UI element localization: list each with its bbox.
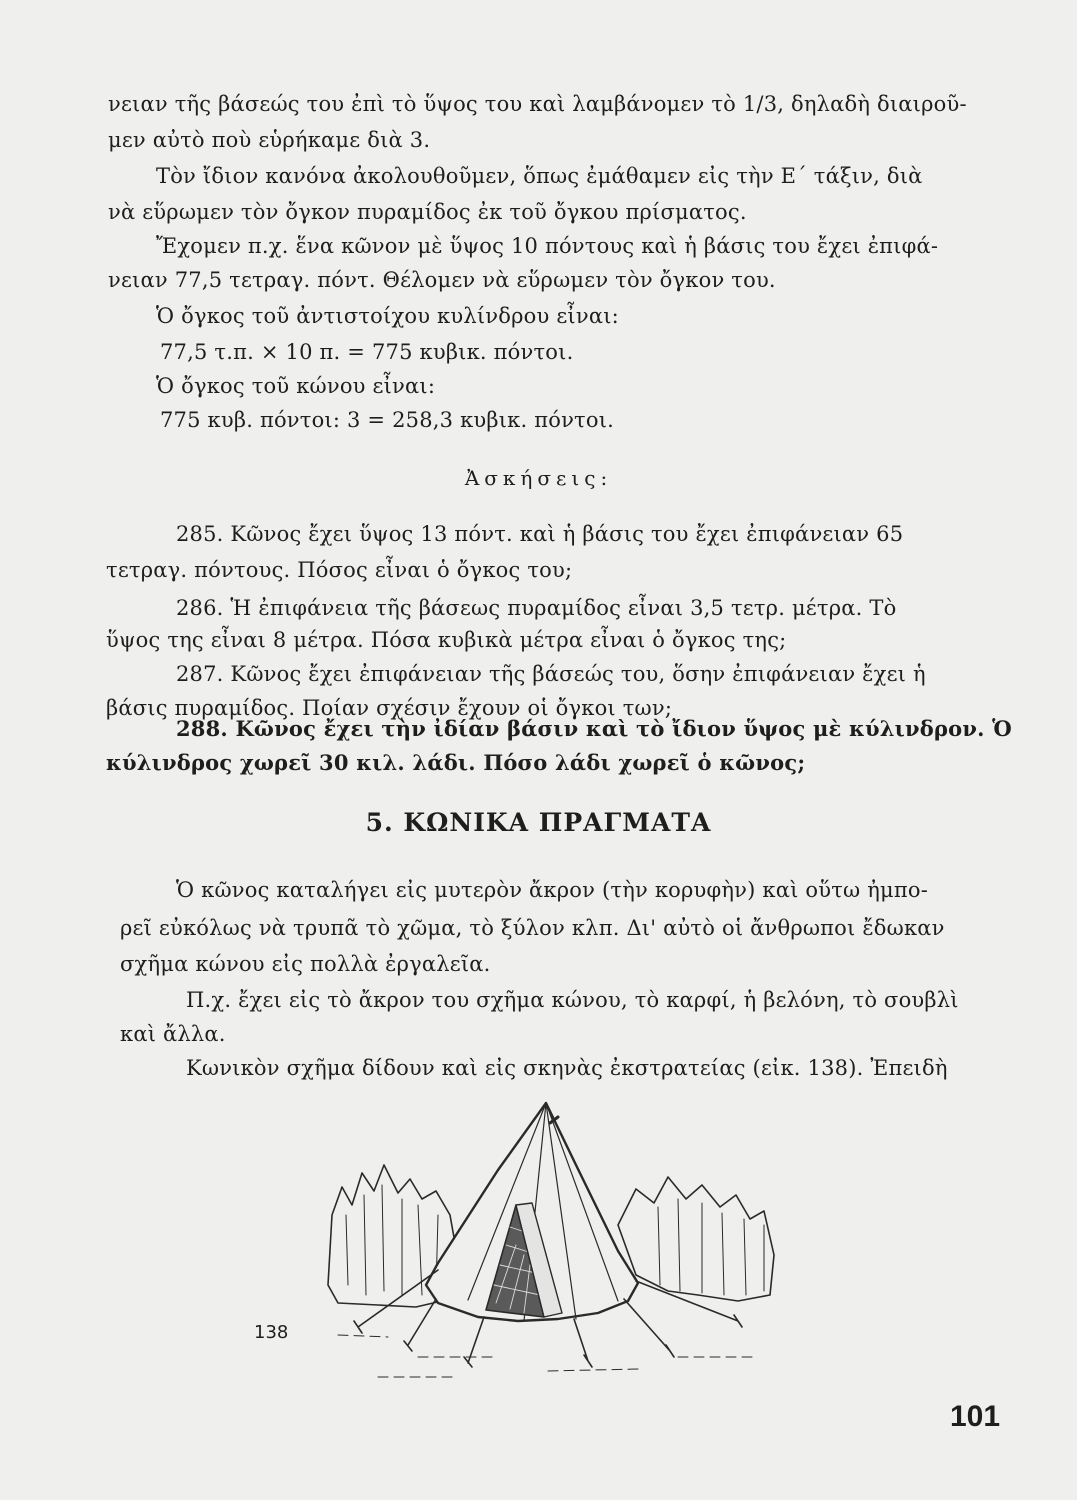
- text-line: καὶ ἄλλα.: [120, 1022, 226, 1046]
- formula-line: 775 κυβ. πόντοι: 3 = 258,3 κυβικ. πόντοι.: [160, 408, 615, 432]
- text-line: ρεῖ εὐκόλως νὰ τρυπᾶ τὸ χῶμα, τὸ ξύλον κλπ. Δι' αὐτὸ οἱ ἄνθρωποι ἔδωκαν: [120, 916, 945, 940]
- text-line: σχῆμα κώνου εἰς πολλὰ ἐργαλεῖα.: [120, 952, 491, 976]
- exercise-line: ὕψος της εἶναι 8 μέτρα. Πόσα κυβικὰ μέτρα εἶναι ὁ ὄγκος της;: [106, 628, 787, 652]
- page-number: 101: [950, 1400, 1001, 1433]
- text-line: Κωνικὸν σχῆμα δίδουν καὶ εἰς σκηνὰς ἐκστρατείας (εἰκ. 138). Ἐπειδὴ: [186, 1056, 948, 1080]
- text-line: μεν αὐτὸ ποὺ εὑρήκαμε διὰ 3.: [108, 128, 431, 152]
- text-line: Ἔχομεν π.χ. ἕνα κῶνον μὲ ὕψος 10 πόντους καὶ ἡ βάσις του ἔχει ἐπιφά-: [156, 234, 939, 258]
- exercise-286: 286. Ἡ ἐπιφάνεια τῆς βάσεως πυραμίδος εἶναι 3,5 τετρ. μέτρα. Τὸ: [176, 596, 897, 620]
- text-line: νειαν 77,5 τετραγ. πόντ. Θέλομεν νὰ εὕρωμεν τὸν ὄγκον του.: [108, 268, 776, 292]
- text-line: Ὁ ὄγκος τοῦ ἀντιστοίχου κυλίνδρου εἶναι:: [156, 304, 619, 328]
- figure-number: 138: [254, 1322, 289, 1343]
- exercise-285: 285. Κῶνος ἔχει ὕψος 13 πόντ. καὶ ἡ βάσις του ἔχει ἐπιφάνειαν 65: [176, 522, 904, 546]
- exercise-line: τετραγ. πόντους. Πόσος εἶναι ὁ ὄγκος του;: [106, 558, 573, 582]
- text-line: Ὁ ὄγκος τοῦ κώνου εἶναι:: [156, 374, 436, 398]
- text-line: Ὁ κῶνος καταλήγει εἰς μυτερὸν ἄκρον (τὴν κορυφὴν) καὶ οὕτω ἠμπο-: [176, 878, 929, 902]
- exercises-heading: Ἀσκήσεις:: [464, 466, 613, 490]
- exercise-288: 288. Κῶνος ἔχει τὴν ἰδίαν βάσιν καὶ τὸ ἴδιον ὕψος μὲ κύλινδρον. Ὁ: [176, 716, 1012, 741]
- text-line: νειαν τῆς βάσεώς του ἐπὶ τὸ ὕψος του καὶ λαμβάνομεν τὸ 1/3, δηλαδὴ διαιροῦ-: [108, 92, 967, 116]
- section-title: 5. ΚΩΝΙΚΑ ΠΡΑΓΜΑΤΑ: [365, 808, 712, 837]
- formula-line: 77,5 τ.π. × 10 π. = 775 κυβικ. πόντοι.: [160, 340, 574, 364]
- text-line: Π.χ. ἔχει εἰς τὸ ἄκρον του σχῆμα κώνου, τὸ καρφί, ἡ βελόνη, τὸ σουβλὶ: [186, 988, 959, 1012]
- text-line: νὰ εὕρωμεν τὸν ὄγκον πυραμίδος ἐκ τοῦ ὄγκου πρίσματος.: [108, 200, 747, 224]
- exercise-287: 287. Κῶνος ἔχει ἐπιφάνειαν τῆς βάσεώς του, ὅσην ἐπιφάνειαν ἔχει ἡ: [176, 662, 926, 686]
- exercise-line: βάσις πυραμίδος. Ποίαν σχέσιν ἔχουν οἱ ὄγκοι των;: [106, 696, 673, 720]
- tent-illustration: [318, 1095, 788, 1395]
- exercise-line: κύλινδρος χωρεῖ 30 κιλ. λάδι. Πόσο λάδι χωρεῖ ὁ κῶνος;: [106, 750, 806, 775]
- text-line: Τὸν ἴδιον κανόνα ἀκολουθοῦμεν, ὅπως ἐμάθαμεν εἰς τὴν Ε΄ τάξιν, διὰ: [156, 164, 923, 188]
